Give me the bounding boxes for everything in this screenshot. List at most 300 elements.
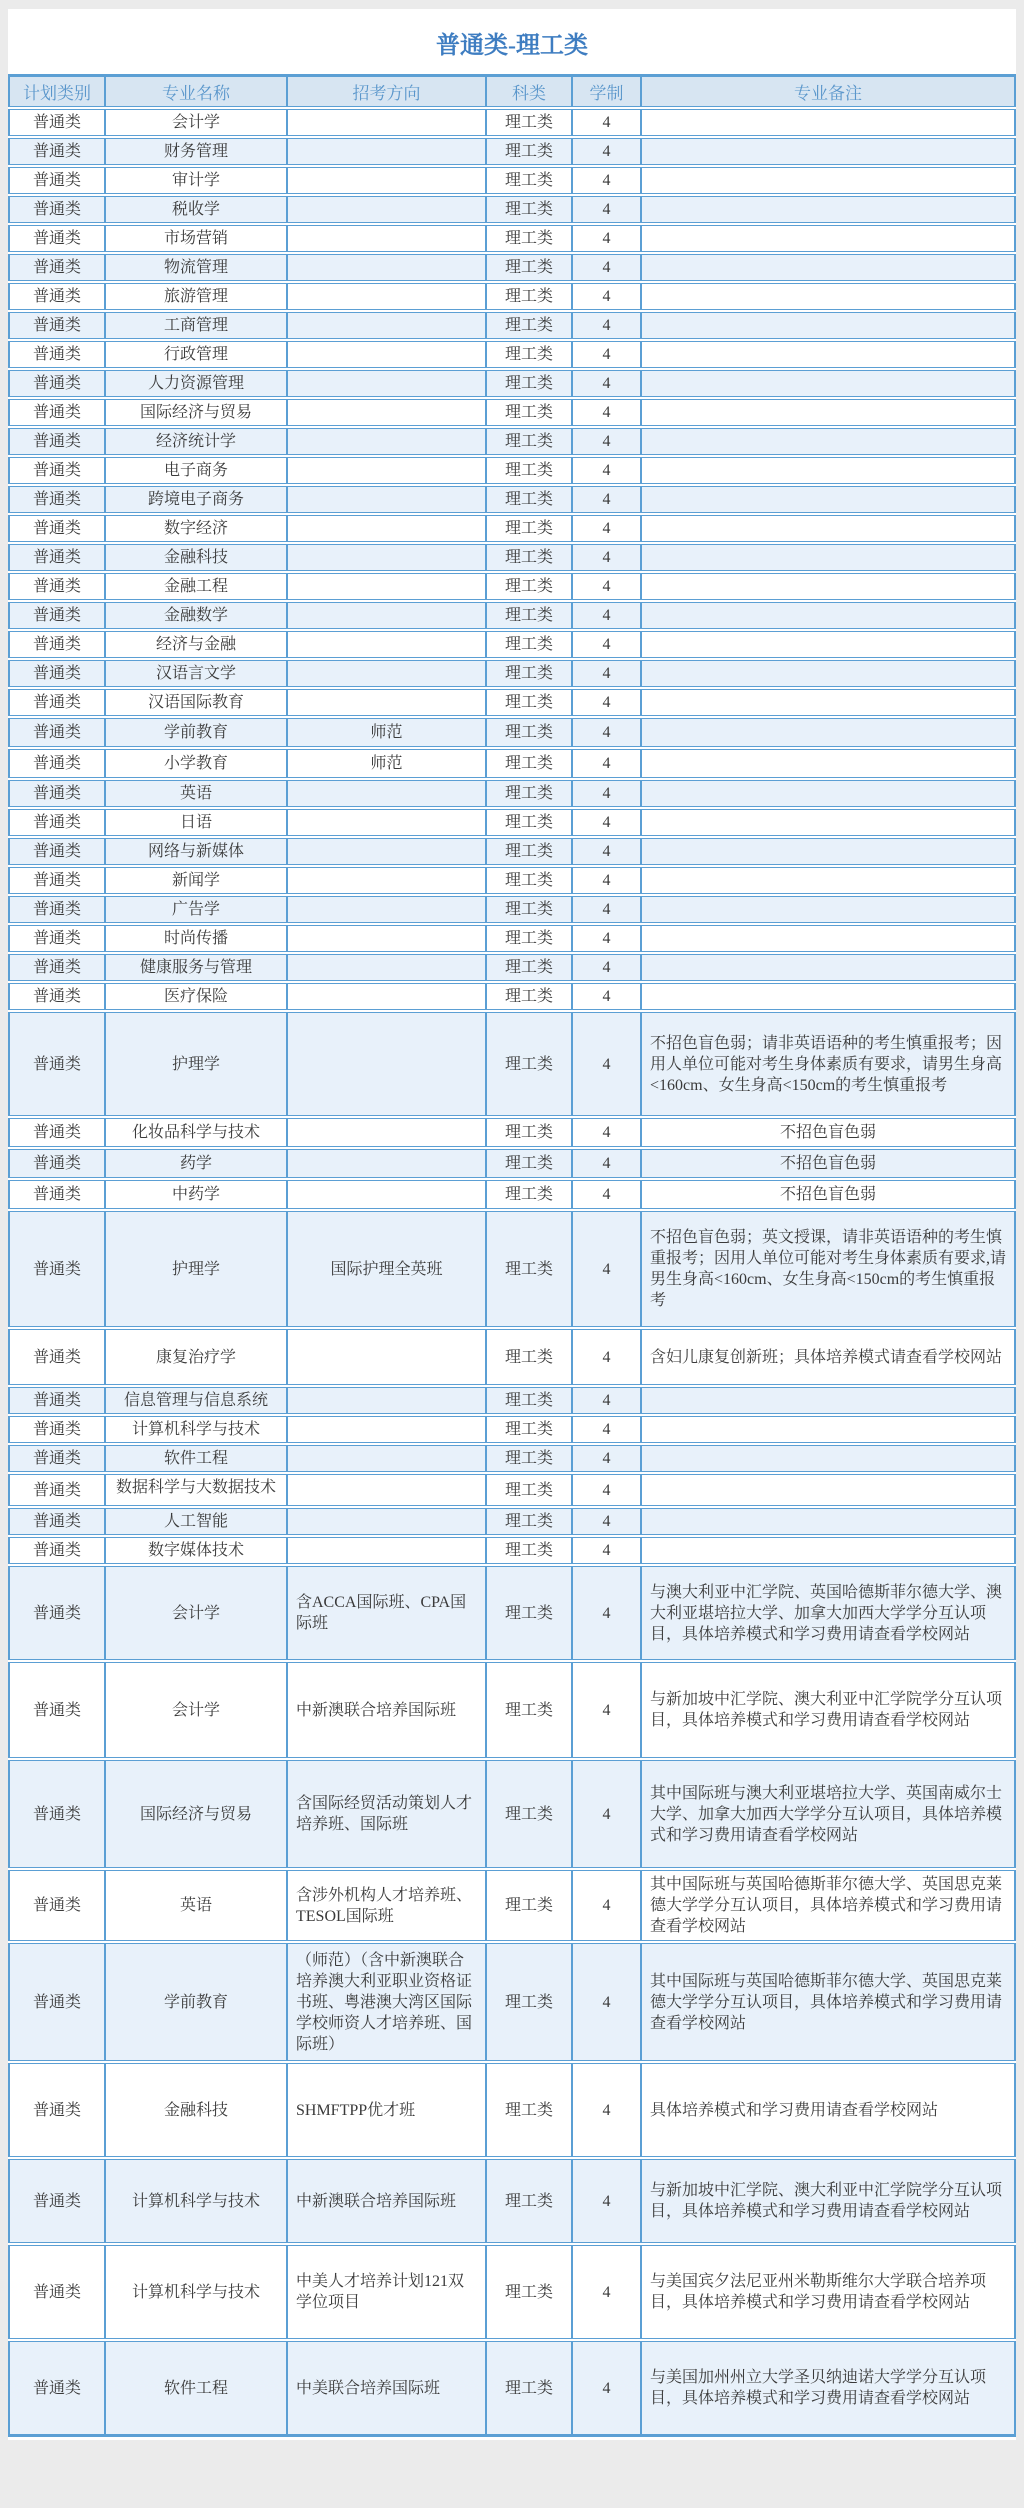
cell-subject: 理工类 xyxy=(486,254,572,281)
cell-remark xyxy=(641,138,1016,165)
cell-remark xyxy=(641,631,1016,658)
table-row xyxy=(8,867,1016,894)
cell-category: 普通类 xyxy=(8,1662,105,1758)
cell-remark xyxy=(641,109,1016,136)
cell-duration: 4 xyxy=(572,515,641,542)
cell-category: 普通类 xyxy=(8,780,105,807)
table-row xyxy=(8,1149,1016,1178)
cell-category: 普通类 xyxy=(8,867,105,894)
cell-category: 普通类 xyxy=(8,1211,105,1327)
cell-direction xyxy=(287,283,486,310)
cell-remark xyxy=(641,399,1016,426)
cell-direction: 师范 xyxy=(287,749,486,778)
cell-subject: 理工类 xyxy=(486,2063,572,2157)
cell-subject: 理工类 xyxy=(486,515,572,542)
cell-major: 新闻学 xyxy=(105,867,287,894)
cell-subject: 理工类 xyxy=(486,109,572,136)
cell-remark xyxy=(641,312,1016,339)
cell-major: 数字经济 xyxy=(105,515,287,542)
document xyxy=(8,9,1016,2440)
cell-category: 普通类 xyxy=(8,138,105,165)
cell-remark xyxy=(641,1416,1016,1443)
cell-major: 人工智能 xyxy=(105,1508,287,1535)
cell-direction xyxy=(287,196,486,223)
cell-remark xyxy=(641,983,1016,1010)
header-major-remark: 专业备注 xyxy=(641,74,1016,107)
cell-category: 普通类 xyxy=(8,225,105,252)
cell-subject: 理工类 xyxy=(486,1870,572,1941)
cell-duration: 4 xyxy=(572,1508,641,1535)
table-row xyxy=(8,1760,1016,1868)
cell-remark: 具体培养模式和学习费用请查看学校网站 xyxy=(641,2063,1016,2157)
cell-subject: 理工类 xyxy=(486,718,572,747)
cell-remark xyxy=(641,1445,1016,1472)
table-row xyxy=(8,312,1016,339)
cell-duration: 4 xyxy=(572,1566,641,1660)
cell-major: 英语 xyxy=(105,1870,287,1941)
cell-subject: 理工类 xyxy=(486,167,572,194)
header-row xyxy=(8,74,1016,107)
cell-major: 物流管理 xyxy=(105,254,287,281)
cell-category: 普通类 xyxy=(8,1445,105,1472)
cell-subject: 理工类 xyxy=(486,1149,572,1178)
table-row xyxy=(8,225,1016,252)
cell-remark xyxy=(641,1537,1016,1564)
cell-subject: 理工类 xyxy=(486,1012,572,1116)
cell-major: 会计学 xyxy=(105,109,287,136)
table-row xyxy=(8,399,1016,426)
cell-subject: 理工类 xyxy=(486,1760,572,1868)
cell-category: 普通类 xyxy=(8,749,105,778)
cell-category: 普通类 xyxy=(8,1180,105,1209)
cell-remark xyxy=(641,457,1016,484)
cell-direction xyxy=(287,1474,486,1506)
cell-major: 网络与新媒体 xyxy=(105,838,287,865)
cell-major: 护理学 xyxy=(105,1211,287,1327)
cell-major: 跨境电子商务 xyxy=(105,486,287,513)
cell-major: 广告学 xyxy=(105,896,287,923)
cell-direction: 中美联合培养国际班 xyxy=(287,2341,486,2437)
cell-duration: 4 xyxy=(572,660,641,687)
table-header xyxy=(8,74,1016,107)
cell-subject: 理工类 xyxy=(486,925,572,952)
cell-major: 经济统计学 xyxy=(105,428,287,455)
cell-category: 普通类 xyxy=(8,457,105,484)
cell-category: 普通类 xyxy=(8,1508,105,1535)
table-row xyxy=(8,749,1016,778)
cell-direction xyxy=(287,1012,486,1116)
cell-duration: 4 xyxy=(572,1329,641,1385)
cell-direction xyxy=(287,867,486,894)
cell-subject: 理工类 xyxy=(486,1118,572,1147)
cell-duration: 4 xyxy=(572,1537,641,1564)
cell-category: 普通类 xyxy=(8,1474,105,1506)
cell-duration: 4 xyxy=(572,283,641,310)
cell-subject: 理工类 xyxy=(486,138,572,165)
cell-duration: 4 xyxy=(572,718,641,747)
cell-remark xyxy=(641,954,1016,981)
cell-duration: 4 xyxy=(572,1416,641,1443)
table-row xyxy=(8,1387,1016,1414)
table-row xyxy=(8,896,1016,923)
table-row xyxy=(8,2063,1016,2157)
cell-major: 时尚传播 xyxy=(105,925,287,952)
cell-category: 普通类 xyxy=(8,1760,105,1868)
cell-direction xyxy=(287,983,486,1010)
cell-major: 护理学 xyxy=(105,1012,287,1116)
cell-remark xyxy=(641,515,1016,542)
cell-duration: 4 xyxy=(572,2063,641,2157)
cell-subject: 理工类 xyxy=(486,486,572,513)
cell-remark xyxy=(641,1474,1016,1506)
cell-major: 康复治疗学 xyxy=(105,1329,287,1385)
cell-direction xyxy=(287,486,486,513)
cell-direction: 中新澳联合培养国际班 xyxy=(287,1662,486,1758)
table-row xyxy=(8,954,1016,981)
table-row xyxy=(8,1012,1016,1116)
cell-major: 小学教育 xyxy=(105,749,287,778)
table-row xyxy=(8,486,1016,513)
cell-category: 普通类 xyxy=(8,2063,105,2157)
cell-remark: 不招色盲色弱 xyxy=(641,1118,1016,1147)
cell-direction: 中新澳联合培养国际班 xyxy=(287,2159,486,2243)
cell-major: 学前教育 xyxy=(105,1943,287,2061)
cell-subject: 理工类 xyxy=(486,457,572,484)
table-row xyxy=(8,602,1016,629)
cell-major: 信息管理与信息系统 xyxy=(105,1387,287,1414)
table-row xyxy=(8,544,1016,571)
cell-major: 汉语言文学 xyxy=(105,660,287,687)
cell-duration: 4 xyxy=(572,838,641,865)
cell-remark: 与美国加州州立大学圣贝纳迪诺大学学分互认项目，具体培养模式和学习费用请查看学校网站 xyxy=(641,2341,1016,2437)
cell-duration: 4 xyxy=(572,1149,641,1178)
cell-major: 数字媒体技术 xyxy=(105,1537,287,1564)
cell-direction xyxy=(287,1445,486,1472)
cell-direction xyxy=(287,254,486,281)
table-row xyxy=(8,1566,1016,1660)
cell-major: 国际经济与贸易 xyxy=(105,399,287,426)
cell-remark xyxy=(641,780,1016,807)
table-row xyxy=(8,2159,1016,2243)
cell-duration: 4 xyxy=(572,780,641,807)
cell-remark: 与澳大利亚中汇学院、英国哈德斯菲尔德大学、澳大利亚堪培拉大学、加拿大加西大学学分互认项目，具体培养模式和学习费用请查看学校网站 xyxy=(641,1566,1016,1660)
table-row xyxy=(8,254,1016,281)
table-row xyxy=(8,689,1016,716)
cell-major: 电子商务 xyxy=(105,457,287,484)
cell-direction xyxy=(287,138,486,165)
cell-category: 普通类 xyxy=(8,544,105,571)
cell-major: 化妆品科学与技术 xyxy=(105,1118,287,1147)
cell-category: 普通类 xyxy=(8,573,105,600)
cell-duration: 4 xyxy=(572,573,641,600)
cell-duration: 4 xyxy=(572,954,641,981)
cell-duration: 4 xyxy=(572,1870,641,1941)
table-row xyxy=(8,1508,1016,1535)
cell-category: 普通类 xyxy=(8,1387,105,1414)
cell-direction xyxy=(287,457,486,484)
cell-remark: 其中国际班与英国哈德斯菲尔德大学、英国思克莱德大学学分互认项目，具体培养模式和学习费用请查看学校网站 xyxy=(641,1870,1016,1941)
table-row xyxy=(8,167,1016,194)
cell-direction xyxy=(287,370,486,397)
cell-duration: 4 xyxy=(572,225,641,252)
table-row xyxy=(8,660,1016,687)
cell-category: 普通类 xyxy=(8,515,105,542)
cell-category: 普通类 xyxy=(8,254,105,281)
cell-subject: 理工类 xyxy=(486,689,572,716)
table-row xyxy=(8,1943,1016,2061)
cell-major: 计算机科学与技术 xyxy=(105,2245,287,2339)
cell-major: 金融数学 xyxy=(105,602,287,629)
cell-major: 人力资源管理 xyxy=(105,370,287,397)
cell-remark: 不招色盲色弱 xyxy=(641,1180,1016,1209)
cell-subject: 理工类 xyxy=(486,399,572,426)
cell-category: 普通类 xyxy=(8,196,105,223)
table-row xyxy=(8,196,1016,223)
cell-major: 金融工程 xyxy=(105,573,287,600)
cell-remark xyxy=(641,486,1016,513)
cell-remark xyxy=(641,749,1016,778)
table-row xyxy=(8,457,1016,484)
cell-duration: 4 xyxy=(572,1012,641,1116)
cell-direction: 中美人才培养计划121双学位项目 xyxy=(287,2245,486,2339)
cell-direction xyxy=(287,1180,486,1209)
cell-remark: 不招色盲色弱 xyxy=(641,1149,1016,1178)
cell-remark xyxy=(641,341,1016,368)
cell-remark xyxy=(641,167,1016,194)
cell-direction xyxy=(287,602,486,629)
cell-duration: 4 xyxy=(572,896,641,923)
cell-subject: 理工类 xyxy=(486,1474,572,1506)
cell-direction: （师范）（含中新澳联合培养澳大利亚职业资格证书班、粤港澳大湾区国际学校师资人才培养班、国际班） xyxy=(287,1943,486,2061)
cell-subject: 理工类 xyxy=(486,312,572,339)
cell-category: 普通类 xyxy=(8,1537,105,1564)
cell-major: 汉语国际教育 xyxy=(105,689,287,716)
cell-remark: 其中国际班与澳大利亚堪培拉大学、英国南威尔士大学、加拿大加西大学学分互认项目，具体培养模式和学习费用请查看学校网站 xyxy=(641,1760,1016,1868)
cell-direction: 师范 xyxy=(287,718,486,747)
cell-category: 普通类 xyxy=(8,1012,105,1116)
cell-duration: 4 xyxy=(572,1943,641,2061)
table-row xyxy=(8,1870,1016,1941)
cell-major: 工商管理 xyxy=(105,312,287,339)
cell-remark xyxy=(641,1508,1016,1535)
cell-remark xyxy=(641,867,1016,894)
cell-subject: 理工类 xyxy=(486,1329,572,1385)
cell-duration: 4 xyxy=(572,631,641,658)
cell-major: 医疗保险 xyxy=(105,983,287,1010)
cell-duration: 4 xyxy=(572,370,641,397)
cell-direction xyxy=(287,809,486,836)
cell-subject: 理工类 xyxy=(486,809,572,836)
cell-direction xyxy=(287,631,486,658)
cell-direction xyxy=(287,780,486,807)
cell-direction: 含国际经贸活动策划人才培养班、国际班 xyxy=(287,1760,486,1868)
cell-direction xyxy=(287,660,486,687)
cell-subject: 理工类 xyxy=(486,780,572,807)
cell-remark: 与美国宾夕法尼亚州米勒斯维尔大学联合培养项目，具体培养模式和学习费用请查看学校网站 xyxy=(641,2245,1016,2339)
cell-remark xyxy=(641,809,1016,836)
cell-major: 经济与金融 xyxy=(105,631,287,658)
cell-remark xyxy=(641,225,1016,252)
cell-category: 普通类 xyxy=(8,954,105,981)
table-row xyxy=(8,283,1016,310)
cell-duration: 4 xyxy=(572,196,641,223)
table-row xyxy=(8,370,1016,397)
table-row xyxy=(8,780,1016,807)
cell-major: 审计学 xyxy=(105,167,287,194)
cell-direction: 含ACCA国际班、CPA国际班 xyxy=(287,1566,486,1660)
header-duration: 学制 xyxy=(572,74,641,107)
cell-duration: 4 xyxy=(572,983,641,1010)
cell-duration: 4 xyxy=(572,809,641,836)
cell-duration: 4 xyxy=(572,138,641,165)
cell-major: 学前教育 xyxy=(105,718,287,747)
cell-subject: 理工类 xyxy=(486,544,572,571)
cell-major: 国际经济与贸易 xyxy=(105,1760,287,1868)
cell-remark: 与新加坡中汇学院、澳大利亚中汇学院学分互认项目，具体培养模式和学习费用请查看学校网站 xyxy=(641,1662,1016,1758)
cell-direction xyxy=(287,573,486,600)
cell-category: 普通类 xyxy=(8,718,105,747)
cell-duration: 4 xyxy=(572,1387,641,1414)
cell-major: 金融科技 xyxy=(105,2063,287,2157)
cell-direction xyxy=(287,954,486,981)
cell-remark xyxy=(641,196,1016,223)
cell-major: 英语 xyxy=(105,780,287,807)
cell-subject: 理工类 xyxy=(486,749,572,778)
cell-duration: 4 xyxy=(572,457,641,484)
cell-subject: 理工类 xyxy=(486,1537,572,1564)
cell-duration: 4 xyxy=(572,749,641,778)
cell-category: 普通类 xyxy=(8,2341,105,2437)
cell-remark: 不招色盲色弱；请非英语语种的考生慎重报考；因用人单位可能对考生身体素质有要求，请男生身高<160cm、女生身高<150cm的考生慎重报考 xyxy=(641,1012,1016,1116)
cell-subject: 理工类 xyxy=(486,983,572,1010)
cell-subject: 理工类 xyxy=(486,602,572,629)
cell-subject: 理工类 xyxy=(486,370,572,397)
cell-subject: 理工类 xyxy=(486,428,572,455)
cell-duration: 4 xyxy=(572,1760,641,1868)
cell-major: 金融科技 xyxy=(105,544,287,571)
cell-duration: 4 xyxy=(572,1474,641,1506)
cell-remark xyxy=(641,718,1016,747)
cell-subject: 理工类 xyxy=(486,2341,572,2437)
table-row xyxy=(8,925,1016,952)
cell-duration: 4 xyxy=(572,312,641,339)
cell-subject: 理工类 xyxy=(486,660,572,687)
table-row xyxy=(8,109,1016,136)
cell-category: 普通类 xyxy=(8,283,105,310)
cell-category: 普通类 xyxy=(8,2159,105,2243)
cell-direction: 含涉外机构人才培养班、TESOL国际班 xyxy=(287,1870,486,1941)
cell-remark xyxy=(641,602,1016,629)
cell-category: 普通类 xyxy=(8,896,105,923)
cell-subject: 理工类 xyxy=(486,225,572,252)
cell-subject: 理工类 xyxy=(486,838,572,865)
cell-major: 税收学 xyxy=(105,196,287,223)
cell-category: 普通类 xyxy=(8,1118,105,1147)
cell-direction xyxy=(287,1537,486,1564)
cell-category: 普通类 xyxy=(8,1329,105,1385)
cell-direction xyxy=(287,1387,486,1414)
cell-direction xyxy=(287,341,486,368)
cell-major: 计算机科学与技术 xyxy=(105,1416,287,1443)
cell-direction xyxy=(287,838,486,865)
table-row xyxy=(8,983,1016,1010)
cell-major: 药学 xyxy=(105,1149,287,1178)
table-row xyxy=(8,1662,1016,1758)
cell-major: 计算机科学与技术 xyxy=(105,2159,287,2243)
cell-subject: 理工类 xyxy=(486,896,572,923)
cell-remark xyxy=(641,925,1016,952)
cell-subject: 理工类 xyxy=(486,1662,572,1758)
cell-category: 普通类 xyxy=(8,167,105,194)
cell-subject: 理工类 xyxy=(486,2245,572,2339)
cell-direction xyxy=(287,689,486,716)
table-row xyxy=(8,1180,1016,1209)
cell-major: 会计学 xyxy=(105,1662,287,1758)
cell-subject: 理工类 xyxy=(486,867,572,894)
cell-major: 行政管理 xyxy=(105,341,287,368)
cell-category: 普通类 xyxy=(8,399,105,426)
cell-category: 普通类 xyxy=(8,838,105,865)
cell-direction: 国际护理全英班 xyxy=(287,1211,486,1327)
cell-category: 普通类 xyxy=(8,1566,105,1660)
cell-duration: 4 xyxy=(572,167,641,194)
table-row xyxy=(8,1416,1016,1443)
cell-remark xyxy=(641,283,1016,310)
cell-remark xyxy=(641,544,1016,571)
cell-major: 旅游管理 xyxy=(105,283,287,310)
cell-duration: 4 xyxy=(572,544,641,571)
table-row xyxy=(8,838,1016,865)
cell-category: 普通类 xyxy=(8,1149,105,1178)
cell-subject: 理工类 xyxy=(486,1508,572,1535)
cell-category: 普通类 xyxy=(8,809,105,836)
cell-category: 普通类 xyxy=(8,341,105,368)
cell-category: 普通类 xyxy=(8,983,105,1010)
cell-subject: 理工类 xyxy=(486,631,572,658)
cell-duration: 4 xyxy=(572,689,641,716)
cell-duration: 4 xyxy=(572,109,641,136)
cell-category: 普通类 xyxy=(8,2245,105,2339)
cell-subject: 理工类 xyxy=(486,2159,572,2243)
cell-category: 普通类 xyxy=(8,370,105,397)
table-row xyxy=(8,2245,1016,2339)
cell-direction xyxy=(287,925,486,952)
page-title: 普通类-理工类 xyxy=(436,33,588,59)
table-row xyxy=(8,718,1016,747)
cell-subject: 理工类 xyxy=(486,1416,572,1443)
cell-remark: 其中国际班与英国哈德斯菲尔德大学、英国思克莱德大学学分互认项目，具体培养模式和学习费用请查看学校网站 xyxy=(641,1943,1016,2061)
cell-subject: 理工类 xyxy=(486,283,572,310)
cell-direction xyxy=(287,428,486,455)
cell-category: 普通类 xyxy=(8,631,105,658)
cell-remark xyxy=(641,254,1016,281)
cell-duration: 4 xyxy=(572,341,641,368)
cell-duration: 4 xyxy=(572,2341,641,2437)
cell-duration: 4 xyxy=(572,1445,641,1472)
cell-direction xyxy=(287,544,486,571)
cell-major: 日语 xyxy=(105,809,287,836)
cell-subject: 理工类 xyxy=(486,1943,572,2061)
cell-direction xyxy=(287,109,486,136)
cell-direction xyxy=(287,1118,486,1147)
cell-subject: 理工类 xyxy=(486,1445,572,1472)
cell-direction xyxy=(287,167,486,194)
cell-duration: 4 xyxy=(572,1180,641,1209)
cell-duration: 4 xyxy=(572,602,641,629)
table-row xyxy=(8,341,1016,368)
cell-major: 市场营销 xyxy=(105,225,287,252)
cell-duration: 4 xyxy=(572,486,641,513)
